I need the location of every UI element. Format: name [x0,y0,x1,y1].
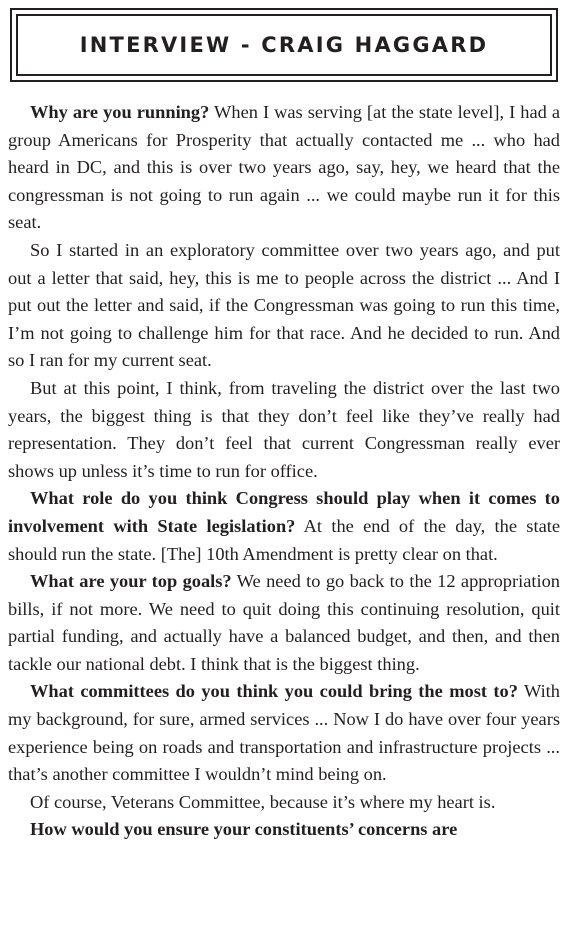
answer-text: When I was serving [at the state level], I had a group Americans for Prosperity that actually contacted me ... who had heard in DC, and this is over two years ago, say, hey, we heard that the congressman is not going to run again ... we could maybe run it for this seat. [8,102,560,233]
answer-text: At the end of the day, the state should run the state. [The] 10th Amendment is pretty clear on that. [8,515,560,564]
question-text: How would you ensure your constituents’ concerns are [30,819,458,840]
article-body [8,99,560,844]
header-inner-border [16,14,552,76]
paragraph-veterans [8,789,560,817]
question-text: What are your top goals? [30,571,232,592]
question-text: What role do you think Congress should play when it comes to involvement with State legislation? [8,488,560,536]
paragraph-top-goals [8,568,560,678]
paragraph-committees [8,678,560,788]
answer-text: So I started in an exploratory committee over two years ago, and put out a letter that said, hey, this is me to people across the district ... And I put out the letter and said, if the Congressman was going to run this time, I’m not going to challenge him for that race. And he decided to run. And so I ran for my current seat. [8,239,560,371]
answer-text: But at this point, I think, from traveling the district over the last two years, the biggest thing is that they don’t feel like they’ve really had representation. They don’t feel that current Congressman really ever shows up unless it’s time to run for office. [8,377,560,481]
paragraph-congress-role [8,485,560,568]
paragraph-representation [8,375,560,485]
answer-text: We need to go back to the 12 appropriation bills, if not more. We need to quit doing this continuing resolution, quit partial funding, and actually have a balanced budget, and then, and then tackle our national debt. I think that is the biggest thing. [8,571,561,674]
page-title: INTERVIEW - CRAIG HAGGARD [79,33,489,57]
paragraph-exploratory-committee [8,237,560,375]
header-box [10,8,558,82]
question-text: What committees do you think you could bring the most to? [30,681,518,702]
paragraph-why-running [8,99,560,237]
question-text: Why are you running? [30,102,210,122]
answer-text: With my background, for sure, armed services ... Now I do have over four years experience being on roads and transportation and infrastructure projects ... that’s another committee I wouldn’t mind being on. [8,681,560,785]
paragraph-constituents [8,816,560,844]
answer-text: Of course, Veterans Committee, because it’s where my heart is. [30,791,496,812]
